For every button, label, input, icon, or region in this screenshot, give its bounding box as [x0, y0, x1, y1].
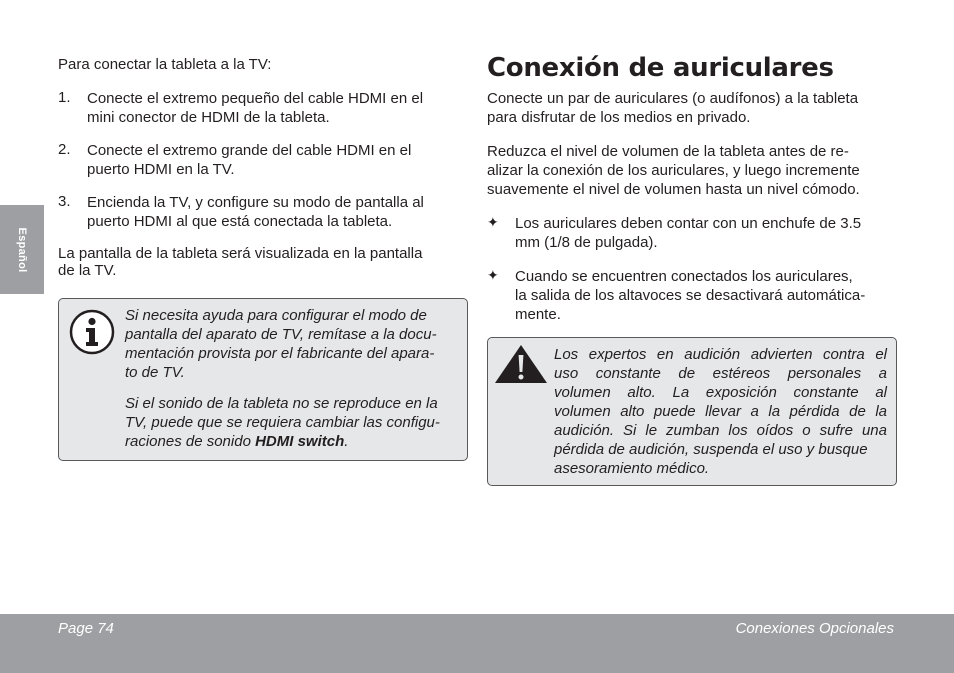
para-line: Conecte un par de auriculares (o audífonos) a la tableta — [487, 90, 859, 107]
outro-line: de la TV. — [58, 262, 117, 279]
warning-note-box — [487, 337, 897, 486]
note-line: audición. Si le zumban los oídos o sufre una — [554, 422, 887, 439]
para-line: Reduzca el nivel de volumen de la tableta antes de re- — [487, 143, 849, 160]
info-note-para1 — [125, 306, 458, 382]
list-item — [487, 267, 897, 324]
note-line: volumen alto puede llevar a la pérdida de la — [554, 403, 887, 420]
step-line: Conecte el extremo grande del cable HDMI en el — [87, 142, 412, 159]
language-side-tab — [0, 205, 44, 294]
step-line: puerto HDMI al que está conectada la tableta. — [87, 213, 393, 230]
list-item — [58, 193, 458, 231]
hdmi-switch-label: HDMI switch — [255, 433, 345, 450]
note-line: uso constante de estéreos personales a — [554, 365, 887, 382]
note-line: pérdida de audición, suspenda el uso y busque — [554, 441, 868, 458]
right-column — [487, 0, 897, 614]
warning-icon — [494, 344, 548, 384]
step-line: puerto HDMI en la TV. — [87, 161, 235, 178]
note-line: mentación provista por el fabricante del apara- — [125, 345, 435, 362]
bullet-line: la salida de los altavoces se desactivará automática- — [515, 287, 866, 304]
note-text-fragment: . — [344, 433, 349, 450]
note-line: asesoramiento médico. — [554, 460, 710, 477]
step-line: Encienda la TV, y configure su modo de pantalla al — [87, 194, 424, 211]
note-line: TV, puede que se requiera cambiar las configu- — [125, 414, 440, 431]
outro-text — [58, 245, 458, 279]
para-line: alizar la conexión de los auriculares, y luego incremente — [487, 162, 860, 179]
bullet-icon: ✦ — [487, 267, 499, 283]
note-line: Si necesita ayuda para configurar el modo de — [125, 307, 427, 324]
para-volume — [487, 142, 860, 199]
info-icon — [69, 309, 115, 355]
list-item — [487, 214, 897, 252]
info-note-para2 — [125, 394, 458, 451]
section-heading: Conexión de auriculares — [487, 53, 834, 83]
step-line: Conecte el extremo pequeño del cable HDMI en el — [87, 90, 424, 107]
section-title: Conexiones Opcionales — [735, 620, 894, 637]
left-column — [58, 0, 468, 614]
step-number: 2. — [58, 141, 71, 158]
note-line: pantalla del aparato de TV, remítase a la docu- — [125, 326, 437, 343]
list-item — [58, 89, 458, 127]
bullet-line: mm (1/8 de pulgada). — [515, 234, 658, 251]
bullet-line: Cuando se encuentren conectados los auriculares, — [515, 268, 853, 285]
language-tab-label: Español — [16, 227, 28, 272]
outro-line: La pantalla de la tableta será visualizada en la pantalla — [58, 245, 423, 262]
note-line — [125, 432, 458, 451]
note-text-fragment: raciones de sonido — [125, 433, 256, 450]
para-intro — [487, 89, 858, 127]
warning-note-text — [554, 345, 887, 478]
note-line: volumen alto. La exposición constante al — [554, 384, 887, 401]
intro-text: Para conectar la tableta a la TV: — [58, 56, 272, 73]
bullet-line: mente. — [515, 306, 561, 323]
note-line: Los expertos en audición advierten contra el — [554, 346, 887, 363]
note-line: to de TV. — [125, 364, 185, 381]
note-line: Si el sonido de la tableta no se reproduce en la — [125, 395, 438, 412]
step-line: mini conector de HDMI de la tableta. — [87, 109, 330, 126]
info-note-box — [58, 298, 468, 461]
bullet-line: Los auriculares deben contar con un enchufe de 3.5 — [515, 215, 862, 232]
list-item — [58, 141, 458, 179]
step-number: 3. — [58, 193, 71, 210]
page-footer — [0, 614, 954, 673]
step-number: 1. — [58, 89, 71, 106]
para-line: suavemente el nivel de volumen hasta un nivel cómodo. — [487, 181, 860, 198]
bullet-icon: ✦ — [487, 214, 499, 230]
para-line: para disfrutar de los medios en privado. — [487, 109, 751, 126]
page-number: Page 74 — [58, 620, 114, 637]
